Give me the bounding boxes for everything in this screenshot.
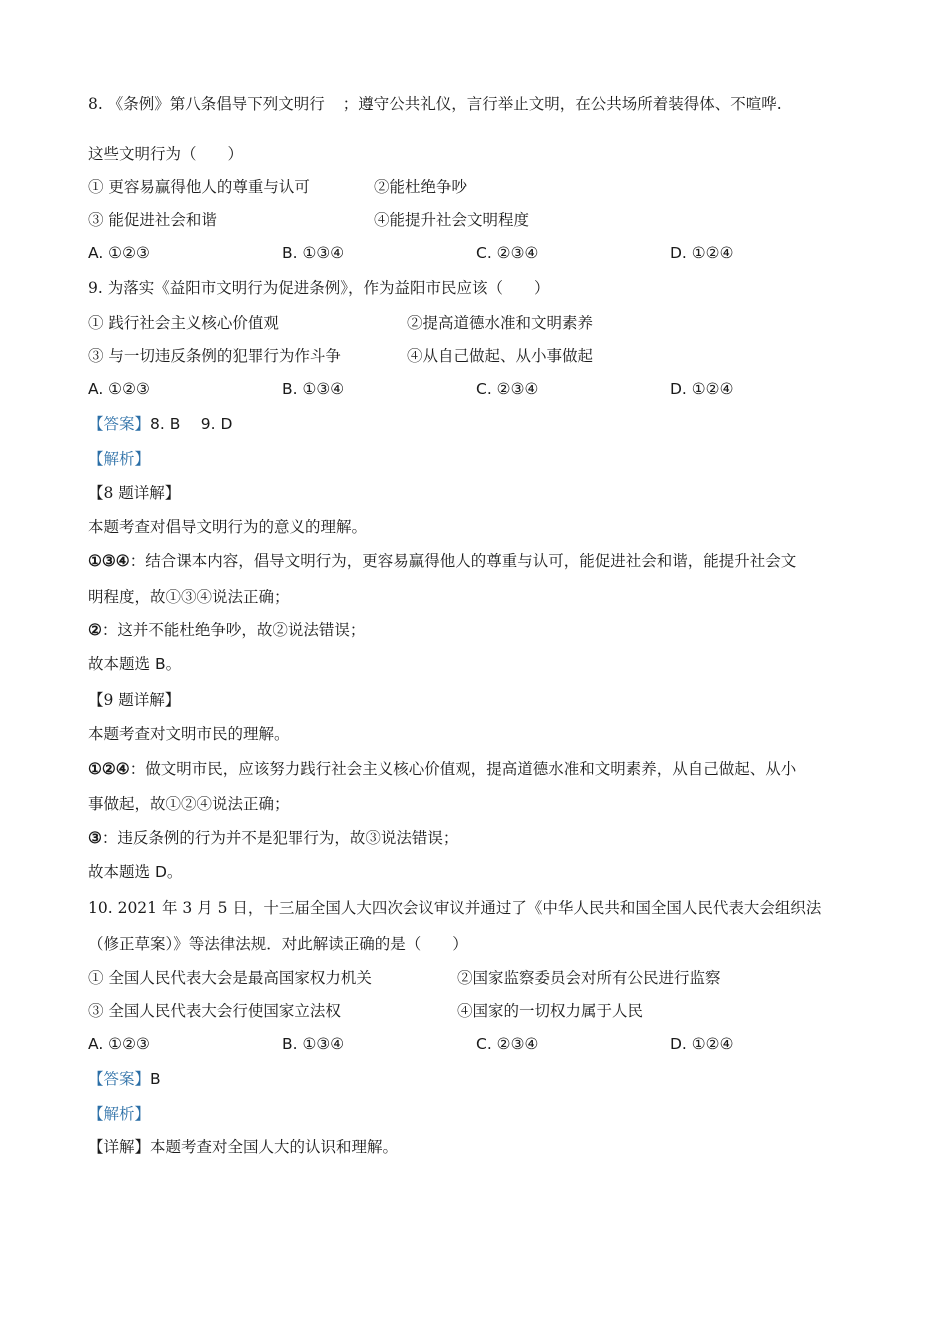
detail-9-para2-text: ：违反条例的行为并不是犯罪行为，故③说法错误； bbox=[101, 829, 459, 847]
detail-8-para1-line2: 明程度，故①③④说法正确； bbox=[88, 588, 290, 606]
detail-9-para1-text: ：做文明市民，应该努力践行社会主义核心价值观，提高道德水准和文明素养，从自己做起、从小 bbox=[129, 760, 797, 778]
detail-8-para2-text: ：这并不能杜绝争吵，故②说法错误； bbox=[101, 621, 366, 639]
q10-statement-2: ②国家监察委员会对所有公民进行监察 bbox=[457, 969, 721, 987]
detail-10: 【详解】本题考查对全国人大的认识和理解。 bbox=[88, 1138, 399, 1156]
q9-stem: 9. 为落实《益阳市文明行为促进条例》，作为益阳市民应该（ ） bbox=[88, 279, 550, 297]
detail-8-para1-label: ①③④ bbox=[88, 551, 130, 570]
detail-8-conclusion bbox=[88, 654, 181, 674]
answer-tag: 【答案】 bbox=[88, 415, 151, 433]
detail-9-para2 bbox=[88, 828, 458, 848]
q9-option-d: D. ①②④ bbox=[670, 380, 734, 398]
q9-option-a: A. ①②③ bbox=[88, 380, 150, 398]
q10-statement-3: ③ 全国人民代表大会行使国家立法权 bbox=[88, 1002, 341, 1020]
detail-9-para1-label: ①②④ bbox=[88, 759, 130, 778]
detail-9-title: 【9 题详解】 bbox=[88, 691, 181, 709]
q8-option-c: C. ②③④ bbox=[476, 244, 539, 262]
q8-statement-2: ②能杜绝争吵 bbox=[374, 178, 468, 196]
q8-stem-line1 bbox=[88, 94, 782, 114]
detail-8-para1-text: ：结合课本内容，倡导文明行为，更容易赢得他人的尊重与认可，能促进社会和谐，能提升社会文 bbox=[129, 552, 797, 570]
conclusion-suffix: 。 bbox=[166, 863, 183, 881]
conclusion-choice: B bbox=[154, 655, 166, 673]
q8-option-d: D. ①②④ bbox=[670, 244, 734, 262]
q9-option-c: C. ②③④ bbox=[476, 380, 539, 398]
detail-8-para1-line1 bbox=[88, 551, 796, 571]
detail-8-intro: 本题考查对倡导文明行为的意义的理解。 bbox=[88, 518, 368, 536]
q9-statement-3: ③ 与一切违反条例的犯罪行为作斗争 bbox=[88, 347, 341, 365]
q10-option-c: C. ②③④ bbox=[476, 1035, 539, 1053]
detail-8-para2-label: ② bbox=[88, 620, 102, 639]
q10-option-d: D. ①②④ bbox=[670, 1035, 734, 1053]
q9-statement-4: ④从自己做起、从小事做起 bbox=[407, 347, 594, 365]
detail-8-para2 bbox=[88, 620, 365, 640]
q9-option-b: B. ①③④ bbox=[282, 380, 345, 398]
q8-statement-3: ③ 能促进社会和谐 bbox=[88, 211, 217, 229]
q8-stem-b: ；遵守公共礼仪，言行举止文明，在公共场所着装得体、不喧哗. bbox=[342, 95, 782, 113]
q8-statement-1: ① 更容易赢得他人的尊重与认可 bbox=[88, 178, 310, 196]
answer-text: 8. B 9. D bbox=[150, 415, 233, 433]
document-page bbox=[88, 0, 868, 1344]
q9-statement-1: ① 践行社会主义核心价值观 bbox=[88, 314, 279, 332]
answer-tag: 【答案】 bbox=[88, 1070, 151, 1088]
q9-statement-2: ②提高道德水准和文明素养 bbox=[407, 314, 594, 332]
answer-text: B bbox=[150, 1070, 161, 1088]
detail-9-para2-label: ③ bbox=[88, 828, 102, 847]
q8-statement-4: ④能提升社会文明程度 bbox=[374, 211, 530, 229]
detail-9-conclusion bbox=[88, 862, 182, 882]
q10-statement-4: ④国家的一切权力属于人民 bbox=[457, 1002, 644, 1020]
q8-stem-a: 8. 《条例》第八条倡导下列文明行 bbox=[88, 95, 325, 113]
conclusion-choice: D bbox=[154, 863, 167, 881]
q10-option-a: A. ①②③ bbox=[88, 1035, 150, 1053]
q10-stem-line2: （修正草案）》等法律法规．对此解读正确的是（ ） bbox=[88, 935, 468, 953]
q10-option-b: B. ①③④ bbox=[282, 1035, 345, 1053]
detail-9-para1-line1 bbox=[88, 759, 796, 779]
q10-stem-line1: 10. 2021 年 3 月 5 日，十三届全国人大四次会议审议并通过了《中华人民共和国全国人民代表大会组织法 bbox=[88, 899, 822, 917]
answer-10 bbox=[88, 1069, 161, 1089]
q8-option-b: B. ①③④ bbox=[282, 244, 345, 262]
q10-statement-1: ① 全国人民代表大会是最高国家权力机关 bbox=[88, 969, 372, 987]
conclusion-prefix: 故本题选 bbox=[88, 655, 155, 673]
conclusion-prefix: 故本题选 bbox=[88, 863, 155, 881]
detail-8-title: 【8 题详解】 bbox=[88, 484, 181, 502]
conclusion-suffix: 。 bbox=[165, 655, 182, 673]
detail-9-intro: 本题考查对文明市民的理解。 bbox=[88, 725, 290, 743]
q8-option-a: A. ①②③ bbox=[88, 244, 150, 262]
analysis-tag-10: 【解析】 bbox=[88, 1105, 151, 1123]
q8-stem-line2: 这些文明行为（ ） bbox=[88, 145, 244, 163]
analysis-tag-8-9: 【解析】 bbox=[88, 450, 151, 468]
answer-8-9 bbox=[88, 414, 232, 434]
detail-9-para1-line2: 事做起，故①②④说法正确； bbox=[88, 795, 290, 813]
